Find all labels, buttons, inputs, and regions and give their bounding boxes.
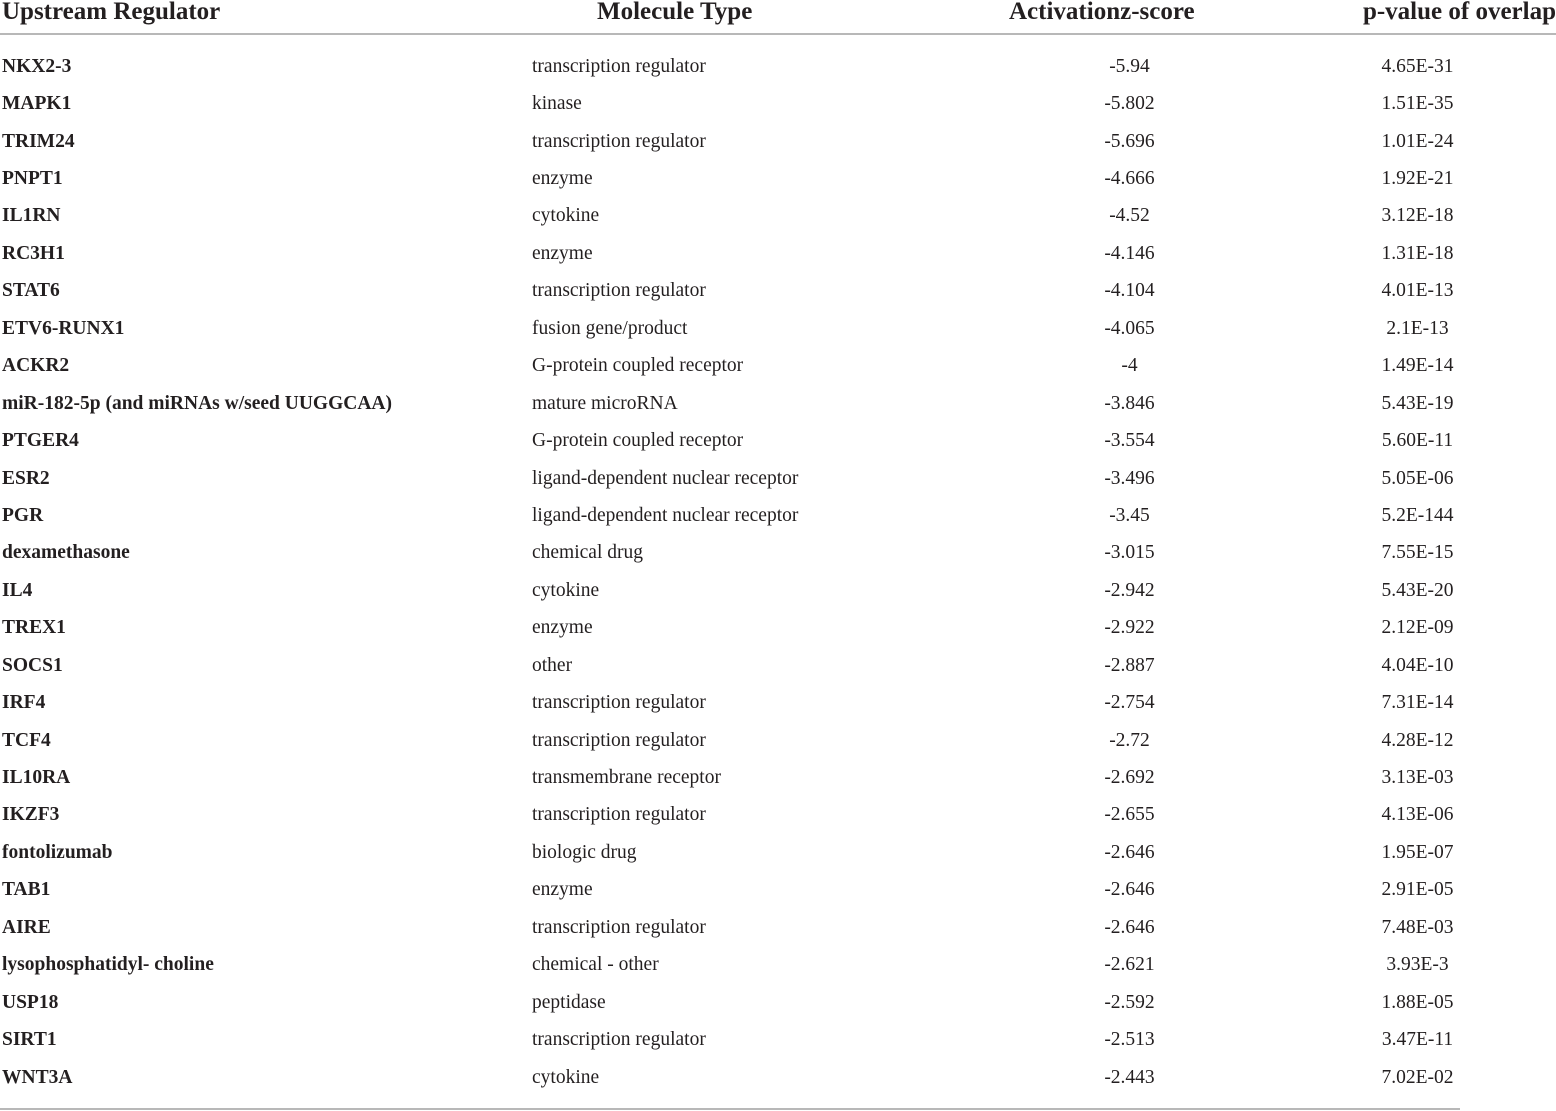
cell-p-value: 3.12E-18 <box>1381 205 1454 227</box>
cell-p-value: 2.12E-09 <box>1381 617 1454 639</box>
table-row <box>0 572 1556 609</box>
table-row <box>0 160 1556 197</box>
cell-upstream-regulator: dexamethasone <box>2 542 130 564</box>
cell-activation-z-score: -2.443 <box>1104 1066 1155 1088</box>
cell-p-value: 7.55E-15 <box>1381 542 1454 564</box>
cell-activation-z-score: -2.592 <box>1104 991 1155 1013</box>
cell-upstream-regulator: RC3H1 <box>2 242 65 264</box>
cell-activation-z-score: -2.646 <box>1104 841 1155 863</box>
cell-p-value: 5.05E-06 <box>1381 467 1454 489</box>
cell-upstream-regulator: PGR <box>2 504 44 526</box>
cell-upstream-regulator: TRIM24 <box>2 130 75 152</box>
cell-upstream-regulator: IL10RA <box>2 767 71 789</box>
cell-upstream-regulator: IL4 <box>2 579 33 601</box>
cell-p-value: 7.31E-14 <box>1381 692 1454 714</box>
header-molecule-type: Molecule Type <box>532 0 980 34</box>
cell-activation-z-score: -4.104 <box>1104 280 1155 302</box>
table-bottom-rule <box>0 1108 1460 1110</box>
cell-upstream-regulator: IKZF3 <box>2 804 60 826</box>
table-row <box>0 497 1556 534</box>
table-row <box>0 647 1556 684</box>
cell-p-value: 4.28E-12 <box>1381 729 1454 751</box>
cell-p-value: 1.31E-18 <box>1381 242 1454 264</box>
cell-molecule-type: transcription regulator <box>532 692 706 714</box>
table-row <box>0 684 1556 721</box>
cell-activation-z-score: -4 <box>1121 355 1138 377</box>
cell-activation-z-score: -2.754 <box>1104 692 1155 714</box>
table-row <box>0 198 1556 235</box>
cell-molecule-type: chemical - other <box>532 954 659 976</box>
cell-molecule-type: transcription regulator <box>532 130 706 152</box>
cell-molecule-type: transcription regulator <box>532 729 706 751</box>
table-row <box>0 385 1556 422</box>
cell-p-value: 7.48E-03 <box>1381 916 1454 938</box>
cell-upstream-regulator: USP18 <box>2 991 59 1013</box>
table-row <box>0 123 1556 160</box>
cell-activation-z-score: -3.015 <box>1104 542 1155 564</box>
cell-activation-z-score: -3.554 <box>1104 430 1155 452</box>
cell-molecule-type: G-protein coupled receptor <box>532 430 744 452</box>
cell-upstream-regulator: SIRT1 <box>2 1029 57 1051</box>
cell-upstream-regulator: STAT6 <box>2 280 60 302</box>
cell-activation-z-score: -5.94 <box>1109 55 1150 77</box>
cell-upstream-regulator: ETV6-RUNX1 <box>2 317 125 339</box>
cell-upstream-regulator: ACKR2 <box>2 355 70 377</box>
table-row <box>0 984 1556 1021</box>
cell-molecule-type: transmembrane receptor <box>532 767 721 789</box>
cell-molecule-type: ligand-dependent nuclear receptor <box>532 467 799 489</box>
cell-p-value: 1.01E-24 <box>1381 130 1454 152</box>
table-row <box>0 235 1556 272</box>
table-row <box>0 1021 1556 1058</box>
cell-molecule-type: cytokine <box>532 579 600 601</box>
cell-upstream-regulator: NKX2-3 <box>2 55 72 77</box>
header-row <box>0 0 1556 34</box>
table-row <box>0 310 1556 347</box>
cell-upstream-regulator: TCF4 <box>2 729 51 751</box>
cell-molecule-type: enzyme <box>532 168 593 190</box>
cell-activation-z-score: -2.646 <box>1104 879 1155 901</box>
table-row <box>0 872 1556 909</box>
cell-upstream-regulator: PNPT1 <box>2 168 63 190</box>
table-row <box>0 1059 1556 1096</box>
cell-molecule-type: mature microRNA <box>532 392 678 414</box>
cell-molecule-type: biologic drug <box>532 841 637 863</box>
cell-molecule-type: transcription regulator <box>532 1029 706 1051</box>
cell-molecule-type: kinase <box>532 93 582 115</box>
cell-molecule-type: other <box>532 654 573 676</box>
table-row <box>0 797 1556 834</box>
cell-molecule-type: enzyme <box>532 879 593 901</box>
cell-activation-z-score: -3.496 <box>1104 467 1155 489</box>
cell-p-value: 4.04E-10 <box>1381 654 1454 676</box>
cell-p-value: 5.43E-20 <box>1381 579 1454 601</box>
cell-activation-z-score: -2.513 <box>1104 1029 1155 1051</box>
cell-molecule-type: transcription regulator <box>532 804 706 826</box>
cell-p-value: 5.60E-11 <box>1381 430 1454 452</box>
cell-upstream-regulator: lysophosphatidyl- choline <box>2 954 214 976</box>
table-body <box>0 48 1556 1096</box>
cell-activation-z-score: -3.45 <box>1109 504 1150 526</box>
cell-molecule-type: transcription regulator <box>532 916 706 938</box>
cell-p-value: 5.43E-19 <box>1381 392 1454 414</box>
cell-upstream-regulator: TAB1 <box>2 879 51 901</box>
cell-activation-z-score: -4.52 <box>1109 205 1150 227</box>
table-row <box>0 273 1556 310</box>
cell-molecule-type: chemical drug <box>532 542 643 564</box>
cell-activation-z-score: -5.802 <box>1104 93 1155 115</box>
cell-upstream-regulator: fontolizumab <box>2 841 113 863</box>
cell-molecule-type: enzyme <box>532 617 593 639</box>
cell-p-value: 2.1E-13 <box>1386 317 1449 339</box>
header-spacer <box>0 34 1556 48</box>
cell-p-value: 3.93E-3 <box>1386 954 1449 976</box>
cell-activation-z-score: -4.666 <box>1104 168 1155 190</box>
header-activation-z-score: Activationz-score <box>980 0 1279 34</box>
cell-p-value: 1.92E-21 <box>1381 168 1454 190</box>
table-row <box>0 48 1556 85</box>
cell-molecule-type: peptidase <box>532 991 606 1013</box>
cell-molecule-type: transcription regulator <box>532 55 706 77</box>
cell-molecule-type: ligand-dependent nuclear receptor <box>532 504 799 526</box>
cell-activation-z-score: -2.922 <box>1104 617 1155 639</box>
cell-p-value: 1.49E-14 <box>1381 355 1454 377</box>
cell-p-value: 3.13E-03 <box>1381 767 1454 789</box>
cell-activation-z-score: -3.846 <box>1104 392 1155 414</box>
cell-upstream-regulator: miR-182-5p (and miRNAs w/seed UUGGCAA) <box>2 392 392 414</box>
cell-p-value: 4.65E-31 <box>1381 55 1454 77</box>
header-upstream-regulator: Upstream Regulator <box>0 0 532 34</box>
cell-molecule-type: enzyme <box>532 242 593 264</box>
cell-p-value: 1.95E-07 <box>1381 841 1454 863</box>
table-row <box>0 909 1556 946</box>
cell-activation-z-score: -2.942 <box>1104 579 1155 601</box>
cell-p-value: 2.91E-05 <box>1381 879 1454 901</box>
cell-p-value: 3.47E-11 <box>1381 1029 1454 1051</box>
cell-upstream-regulator: PTGER4 <box>2 430 79 452</box>
cell-upstream-regulator: AIRE <box>2 916 51 938</box>
cell-p-value: 1.88E-05 <box>1381 991 1454 1013</box>
table-row <box>0 85 1556 122</box>
cell-upstream-regulator: ESR2 <box>2 467 50 489</box>
table-row <box>0 422 1556 459</box>
cell-molecule-type: cytokine <box>532 1066 600 1088</box>
cell-upstream-regulator: SOCS1 <box>2 654 63 676</box>
cell-activation-z-score: -2.887 <box>1104 654 1155 676</box>
table-row <box>0 348 1556 385</box>
cell-p-value: 4.01E-13 <box>1381 280 1454 302</box>
cell-activation-z-score: -2.692 <box>1104 767 1155 789</box>
cell-activation-z-score: -4.065 <box>1104 317 1155 339</box>
table-row <box>0 759 1556 796</box>
cell-p-value: 1.51E-35 <box>1381 93 1454 115</box>
cell-upstream-regulator: WNT3A <box>2 1066 73 1088</box>
cell-molecule-type: fusion gene/product <box>532 317 688 339</box>
cell-p-value: 4.13E-06 <box>1381 804 1454 826</box>
cell-upstream-regulator: TREX1 <box>2 617 66 639</box>
table-row <box>0 722 1556 759</box>
table-header <box>0 0 1556 48</box>
cell-activation-z-score: -2.621 <box>1104 954 1155 976</box>
table-row <box>0 834 1556 871</box>
cell-upstream-regulator: IRF4 <box>2 692 46 714</box>
cell-activation-z-score: -5.696 <box>1104 130 1155 152</box>
cell-activation-z-score: -2.655 <box>1104 804 1155 826</box>
cell-molecule-type: cytokine <box>532 205 600 227</box>
cell-upstream-regulator: MAPK1 <box>2 93 72 115</box>
table-row <box>0 460 1556 497</box>
table-row <box>0 535 1556 572</box>
table-row <box>0 947 1556 984</box>
cell-molecule-type: transcription regulator <box>532 280 706 302</box>
cell-p-value: 5.2E-144 <box>1381 504 1454 526</box>
cell-activation-z-score: -2.72 <box>1109 729 1150 751</box>
cell-upstream-regulator: IL1RN <box>2 205 61 227</box>
cell-activation-z-score: -4.146 <box>1104 242 1155 264</box>
table-row <box>0 610 1556 647</box>
cell-activation-z-score: -2.646 <box>1104 916 1155 938</box>
cell-molecule-type: G-protein coupled receptor <box>532 355 744 377</box>
cell-p-value: 7.02E-02 <box>1381 1066 1454 1088</box>
header-p-value: p-value of overlap <box>1279 0 1556 34</box>
